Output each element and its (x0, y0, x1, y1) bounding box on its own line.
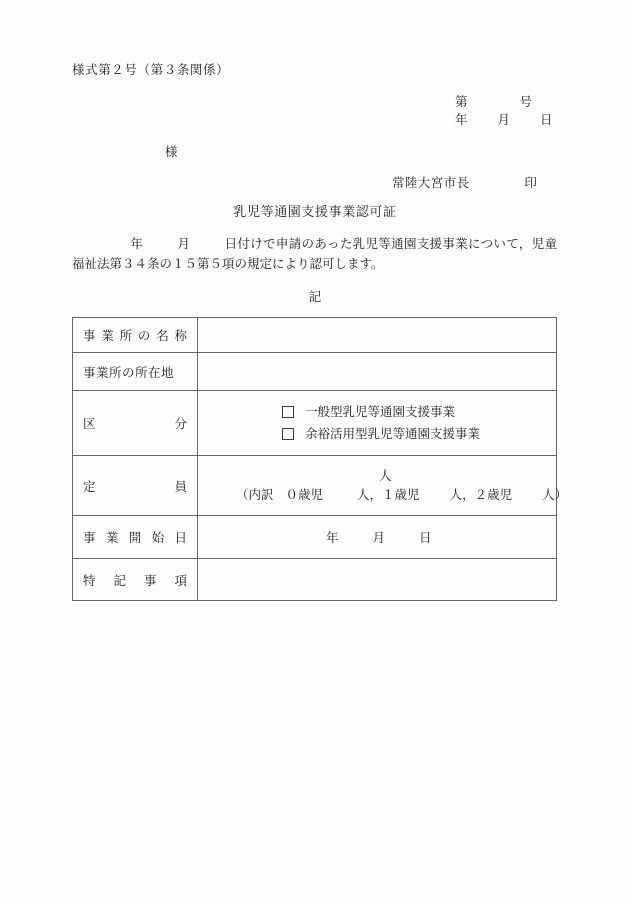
body-text: 日付けで申請のあった乳児等通園支援事業について，児童福祉法第３４条の１５第５項の規定により認可します。 (72, 237, 557, 271)
label-char-left: 区 (83, 417, 96, 431)
row-value-remarks[interactable] (198, 559, 557, 601)
start-date-month: 月 (372, 531, 386, 545)
body-paragraph (72, 234, 557, 274)
label-text: 事業所の所在地 (83, 365, 175, 380)
row-value-office-address[interactable] (198, 353, 557, 391)
table-row (73, 516, 557, 559)
breakdown-open: （内訳 (236, 487, 274, 502)
label-char-right: 分 (174, 417, 187, 431)
row-label-office-name (73, 318, 198, 353)
label-text: 特 記 事 項 (83, 573, 187, 588)
age1-unit: 人， (449, 487, 475, 502)
row-label-start-date (73, 516, 198, 559)
row-value-start-date[interactable] (198, 516, 557, 559)
row-value-category (198, 391, 557, 456)
age2-unit: 人） (542, 487, 568, 502)
table-row (73, 353, 557, 391)
label-text: 事 業 開 始 日 (83, 531, 187, 545)
document-date-day: 日 (540, 113, 553, 127)
capacity-total-unit: 人 (379, 468, 392, 483)
row-value-capacity[interactable] (198, 456, 568, 516)
document-number-line (455, 92, 575, 110)
table-row (73, 391, 557, 456)
table-row (73, 559, 557, 601)
authorization-table (72, 317, 568, 601)
document-date-line (455, 110, 575, 128)
start-date-day: 日 (419, 531, 432, 545)
option-label: 一般型乳児等通園支援事業 (305, 405, 456, 419)
option-label: 余裕活用型乳児等通園支援事業 (305, 427, 481, 441)
checkbox-icon[interactable] (282, 428, 294, 440)
document-date-month: 月 (497, 113, 511, 127)
table-row (73, 456, 557, 516)
body-date-year: 年 (130, 237, 144, 251)
label-char-left: 定 (83, 479, 96, 494)
category-option-surplus[interactable] (210, 423, 544, 445)
age2-label: ２歳児 (474, 487, 513, 502)
start-date-year: 年 (326, 531, 339, 545)
category-option-general[interactable] (210, 401, 544, 423)
row-value-office-name[interactable] (198, 318, 557, 353)
body-date-month: 月 (177, 237, 191, 251)
capacity-block (210, 467, 568, 505)
label-text (83, 477, 187, 495)
capacity-breakdown (236, 486, 568, 505)
table-row (73, 318, 557, 353)
checkbox-icon[interactable] (282, 406, 294, 418)
row-label-office-address (73, 353, 198, 391)
ki-mark: 記 (308, 290, 322, 304)
label-char-right: 員 (174, 479, 187, 494)
start-date-line (210, 528, 544, 546)
row-label-remarks (73, 559, 198, 601)
document-number-unit: 号 (519, 95, 533, 109)
document-number-label: 第 (455, 95, 468, 109)
row-label-category (73, 391, 198, 456)
label-text (83, 414, 187, 432)
age0-unit: 人， (357, 487, 383, 502)
seal-mark: 印 (524, 176, 537, 190)
age1-label: １歳児 (382, 487, 420, 502)
category-option-list (210, 397, 544, 449)
form-number: 様式第２号（第３条関係） (72, 63, 230, 77)
label-text: 事 業 所 の 名 称 (83, 329, 187, 343)
age0-label: ０歳児 (285, 487, 324, 502)
page-title: 乳児等通園支援事業認可証 (233, 204, 397, 219)
issuer-line (392, 173, 537, 191)
row-label-capacity (73, 456, 198, 516)
addressee-honorific: 様 (165, 145, 178, 159)
issuer-name: 常陸大宮市長 (392, 176, 470, 190)
document-date-year: 年 (455, 113, 468, 127)
